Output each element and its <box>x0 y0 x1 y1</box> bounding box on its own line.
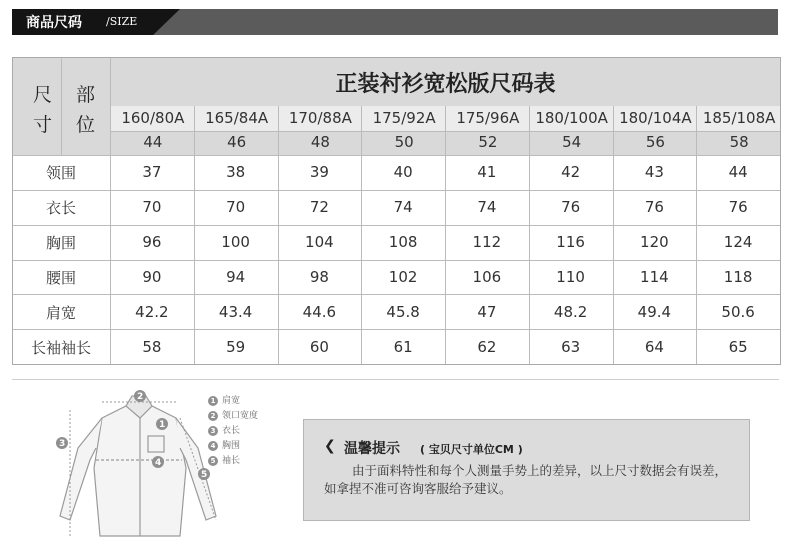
table-title-bar <box>111 58 780 106</box>
table-cell: 114 <box>640 267 669 286</box>
section-header <box>12 9 778 35</box>
table-cell: 118 <box>723 267 753 286</box>
euro-size-header: 46 <box>227 133 247 151</box>
legend-label: 袖长 <box>222 456 241 466</box>
table-cell: 38 <box>226 163 246 182</box>
legend-item <box>208 423 258 438</box>
table-cell: 63 <box>561 337 581 356</box>
column-divider <box>361 106 362 364</box>
table-cell: 96 <box>142 233 162 252</box>
table-cell: 47 <box>477 302 497 321</box>
row-label: 胸围 <box>45 234 76 253</box>
table-cell: 50.6 <box>721 302 755 321</box>
legend-item <box>208 393 258 408</box>
diagram-legend <box>208 393 258 468</box>
corner-char: 寸 <box>33 114 53 136</box>
svg-text:4: 4 <box>155 458 162 468</box>
table-cell: 42 <box>561 163 581 182</box>
legend-label: 胸围 <box>222 441 241 451</box>
row-label: 肩宽 <box>45 303 76 322</box>
table-cell: 102 <box>388 267 418 286</box>
row-divider <box>13 260 780 261</box>
table-cell: 43 <box>644 163 664 182</box>
euro-size-header: 58 <box>729 133 749 151</box>
legend-item <box>208 453 258 468</box>
table-cell: 76 <box>644 198 664 217</box>
table-cell: 41 <box>477 163 497 182</box>
table-cell: 44.6 <box>302 302 337 321</box>
table-cell: 76 <box>561 198 581 217</box>
row-divider <box>13 329 780 330</box>
row-label: 长袖袖长 <box>30 338 91 357</box>
row-label: 衣长 <box>45 199 76 218</box>
table-cell: 76 <box>728 198 748 217</box>
size-code-header: 175/96A <box>456 109 520 127</box>
notice-box <box>303 419 750 521</box>
header-subtitle: /SIZE <box>106 15 138 28</box>
column-divider <box>194 106 195 364</box>
table-cell: 74 <box>393 198 413 217</box>
table-cell: 108 <box>388 233 418 252</box>
table-cell: 90 <box>142 267 162 286</box>
chevron-left-icon: ❮ <box>324 438 336 454</box>
legend-label: 肩宽 <box>222 396 241 406</box>
table-cell: 120 <box>640 233 669 252</box>
euro-size-header: 50 <box>394 133 414 151</box>
size-code-header: 180/100A <box>535 109 608 127</box>
table-cell: 39 <box>309 163 329 182</box>
table-cell: 65 <box>728 337 748 356</box>
legend-item <box>208 408 258 423</box>
table-cell: 43.4 <box>218 302 253 321</box>
corner-char: 位 <box>76 114 96 136</box>
size-table <box>12 57 781 365</box>
table-cell: 58 <box>142 337 162 356</box>
euro-size-header: 54 <box>562 133 582 151</box>
table-cell: 62 <box>477 337 497 356</box>
legend-label: 衣长 <box>222 426 241 436</box>
legend-number: 5 <box>208 456 218 466</box>
legend-number: 3 <box>208 426 218 436</box>
euro-size-header: 44 <box>143 133 163 151</box>
legend-number: 2 <box>208 411 218 421</box>
corner-char: 尺 <box>33 84 53 106</box>
size-code-header: 160/80A <box>121 109 185 127</box>
table-cell: 116 <box>556 233 585 252</box>
table-cell: 45.8 <box>386 302 420 321</box>
svg-text:2: 2 <box>137 392 144 402</box>
table-cell: 112 <box>472 233 502 252</box>
svg-text:3: 3 <box>59 439 66 449</box>
euro-size-header: 52 <box>478 133 498 151</box>
corner-divider <box>61 58 62 155</box>
svg-text:5: 5 <box>201 470 208 480</box>
table-cell: 110 <box>556 267 585 286</box>
column-divider <box>613 106 614 364</box>
size-code-header: 185/108A <box>702 109 776 127</box>
notice-body: 由于面料特性和每个人测量手势上的差异，以上尺寸数据会有误差，如拿捏不准可咨询客服给予建议。 <box>324 463 728 496</box>
row-divider <box>13 190 780 191</box>
table-title: 正装衬衫宽松版尺码表 <box>335 72 556 97</box>
column-divider <box>529 106 530 364</box>
legend-label: 领口宽度 <box>222 411 259 421</box>
legend-item <box>208 438 258 453</box>
table-cell: 59 <box>226 337 246 356</box>
column-divider <box>278 106 279 364</box>
table-cell: 42.2 <box>135 302 169 321</box>
table-cell: 40 <box>393 163 413 182</box>
divider <box>13 155 780 156</box>
table-cell: 70 <box>142 198 162 217</box>
table-cell: 64 <box>644 337 664 356</box>
section-separator <box>12 379 779 380</box>
table-cell: 61 <box>393 337 413 356</box>
notice-title: 温馨提示 <box>344 441 400 457</box>
corner-char: 部 <box>76 84 96 106</box>
table-cell: 100 <box>221 233 250 252</box>
table-cell: 72 <box>309 198 329 217</box>
table-cell: 44 <box>728 163 748 182</box>
size-code-header: 165/84A <box>205 109 269 127</box>
table-cell: 74 <box>477 198 497 217</box>
table-cell: 106 <box>472 267 502 286</box>
table-cell: 104 <box>305 233 334 252</box>
table-cell: 37 <box>142 163 162 182</box>
table-cell: 60 <box>309 337 329 356</box>
svg-text:1: 1 <box>159 420 166 430</box>
row-label: 领围 <box>45 164 76 183</box>
table-cell: 98 <box>309 267 329 286</box>
size-code-header: 180/104A <box>619 109 692 127</box>
table-cell: 48.2 <box>553 302 588 321</box>
column-divider <box>445 106 446 364</box>
size-code-header: 175/92A <box>372 109 436 127</box>
table-cell: 124 <box>723 233 753 252</box>
header-title: 商品尺码 <box>26 15 82 31</box>
notice-subtitle: ( 宝贝尺寸单位CM ) <box>420 443 523 456</box>
table-cell: 49.4 <box>637 302 672 321</box>
table-cell: 94 <box>226 267 246 286</box>
legend-number: 1 <box>208 396 218 406</box>
row-divider <box>13 294 780 295</box>
legend-number: 4 <box>208 441 218 451</box>
euro-size-header: 56 <box>645 133 665 151</box>
table-cell: 70 <box>226 198 246 217</box>
size-code-header: 170/88A <box>288 109 352 127</box>
euro-size-header: 48 <box>310 133 330 151</box>
row-divider <box>13 225 780 226</box>
column-divider <box>696 106 697 364</box>
row-label: 腰围 <box>45 268 76 287</box>
